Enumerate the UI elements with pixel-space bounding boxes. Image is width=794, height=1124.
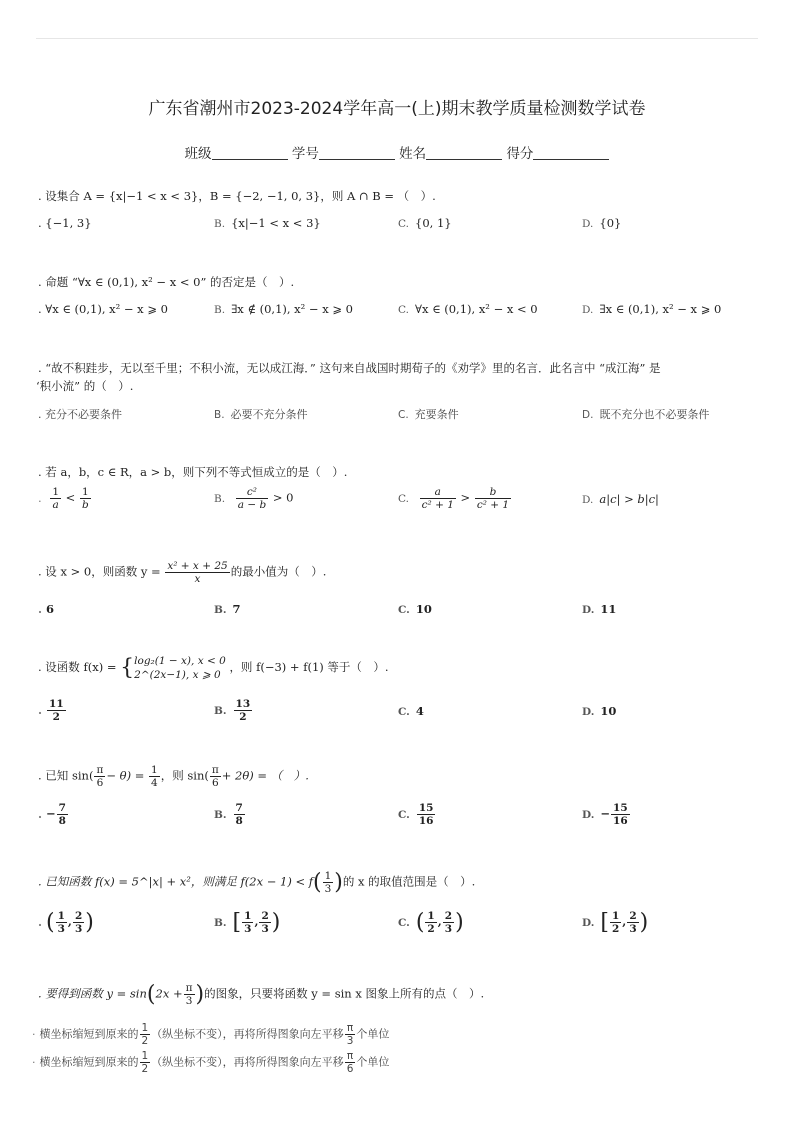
question-1-option-a[interactable]: . {−1, 3} bbox=[38, 216, 92, 230]
question-2-option-d[interactable] bbox=[582, 302, 721, 316]
label-d: D. bbox=[582, 706, 595, 718]
label-d: D. bbox=[582, 409, 594, 421]
label-c: C. bbox=[398, 409, 409, 421]
page-title: 广东省潮州市2023-2024学年高一(上)期末教学质量检测数学试卷 bbox=[148, 99, 646, 119]
q2-c-text: ∀x ∈ (0,1), x² − x < 0 bbox=[415, 302, 538, 316]
question-6-option-c[interactable] bbox=[398, 704, 424, 718]
fraction: $\frac{1}{2}$ bbox=[141, 1050, 149, 1076]
question-3-option-b[interactable] bbox=[214, 406, 308, 422]
question-5-stem: . 设 x > 0，则函数 y = $\frac{\text{x² + x + 25}}{x}$ 的最小值为（ ）. bbox=[38, 560, 327, 586]
label-b: B. bbox=[214, 304, 226, 316]
q4-b-tail: > 0 bbox=[272, 490, 294, 505]
question-5-option-a[interactable]: . 6 bbox=[38, 602, 55, 616]
fraction: $\frac{\pi}{6}$ bbox=[211, 764, 219, 790]
top-rule bbox=[36, 38, 758, 39]
fraction: $\frac{1}{a}$ bbox=[52, 486, 59, 512]
fraction: $\frac{1}{b}$ bbox=[81, 486, 89, 512]
label-c: C. bbox=[398, 604, 410, 616]
fraction: $\frac{15}{16}$ bbox=[613, 802, 628, 828]
question-5-option-b[interactable] bbox=[214, 602, 241, 616]
fraction: $\frac{7}{8}$ bbox=[235, 802, 243, 828]
fraction: $\frac{\text{x² + x + 25}}{x}$ bbox=[167, 560, 228, 586]
question-6-option-d[interactable] bbox=[582, 704, 616, 718]
question-1-stem: . 设集合 A = {x|−1 < x < 3}，B = {−2, −1, 0, 3}，则 A ∩ B = （ ）. bbox=[38, 189, 436, 203]
question-4-option-d[interactable] bbox=[582, 492, 659, 506]
question-1-option-d[interactable] bbox=[582, 216, 621, 230]
question-2-option-c[interactable] bbox=[398, 302, 538, 316]
question-7-option-a[interactable]: . − $\frac{7}{8}$ bbox=[38, 802, 66, 828]
question-8-option-d[interactable]: D. [ $\frac{1}{2}$ , $\frac{2}{3}$ ) bbox=[582, 910, 649, 936]
q2-d-text: ∃x ∈ (0,1), x² − x ⩾ 0 bbox=[599, 302, 722, 316]
fraction: $\frac{2}{3}$ bbox=[444, 910, 453, 936]
q3-d-text: 既不充分也不必要条件 bbox=[599, 408, 710, 421]
label-b: B. bbox=[214, 604, 227, 616]
question-3-stem-line2: ‘积小流” 的（ ）. bbox=[36, 379, 134, 393]
label-c: C. bbox=[398, 304, 409, 316]
label-c: C. bbox=[398, 218, 409, 230]
question-9-option-1[interactable]: · 横坐标缩短到原来的 $\frac{1}{2}$ （纵坐标不变），再将所得图象向左平移 $\frac{\pi}{3}$ 个单位 bbox=[32, 1022, 390, 1048]
question-9-stem: . 要得到函数 y = sin(2x + $\frac{\pi}{3}$ )的图象，只要将函数 y = sin x 图象上所有的点（ ）. bbox=[38, 982, 485, 1008]
question-4-stem: . 若 a，b，c ∈ R，a > b，则下列不等式恒成立的是（ ）. bbox=[38, 465, 348, 479]
score-blank[interactable] bbox=[533, 145, 609, 160]
fraction: $\frac{1}{4}$ bbox=[151, 764, 158, 790]
fraction: $\frac{15}{16}$ bbox=[418, 802, 434, 828]
id-label: 学号 bbox=[291, 146, 319, 162]
q4-d-text: a|c| > b|c| bbox=[599, 492, 659, 506]
question-2-option-b[interactable] bbox=[214, 302, 353, 316]
fraction: $\frac{1}{3}$ bbox=[324, 870, 332, 896]
fraction: $\frac{\text{c²}}{a - b}$ bbox=[237, 486, 267, 512]
label-b: B. bbox=[214, 808, 227, 821]
fraction: $\frac{11}{2}$ bbox=[49, 698, 64, 724]
question-2-option-a[interactable]: . ∀x ∈ (0,1), x² − x ⩾ 0 bbox=[38, 302, 168, 316]
q1-d-text: {0} bbox=[599, 216, 622, 230]
fraction: $\frac{1}{3}$ bbox=[244, 910, 252, 936]
label-d: D. bbox=[582, 304, 594, 316]
student-info-line bbox=[0, 142, 794, 162]
question-8-option-c[interactable]: C. ( $\frac{1}{2}$ , $\frac{2}{3}$ ) bbox=[398, 910, 464, 936]
question-4-option-c[interactable]: C. $\frac{a}{\text{c² + 1}}$ > $\frac{b}{\text{c² + 1}}$ bbox=[398, 486, 510, 512]
question-3-option-d[interactable] bbox=[582, 406, 709, 422]
question-1-option-b[interactable] bbox=[214, 216, 321, 230]
q3-b-text: 必要不充分条件 bbox=[230, 408, 308, 421]
fraction: $\frac{a}{\text{c² + 1}}$ bbox=[421, 486, 454, 512]
label-b: B. bbox=[214, 916, 227, 929]
q5-a-text: 6 bbox=[46, 602, 55, 616]
question-3-option-c[interactable] bbox=[398, 406, 459, 422]
question-5-option-d[interactable] bbox=[582, 602, 616, 616]
question-2-stem: . 命题 “∀x ∈ (0,1), x² − x < 0” 的否定是（ ）. bbox=[38, 275, 295, 289]
class-label: 班级 bbox=[184, 146, 212, 162]
label-c: C. bbox=[398, 916, 410, 929]
question-5-option-c[interactable] bbox=[398, 602, 432, 616]
q5-b-text: 7 bbox=[232, 602, 241, 616]
fraction: $\frac{\pi}{6}$ bbox=[346, 1050, 354, 1076]
question-8-option-b[interactable]: B. [ $\frac{1}{3}$ , $\frac{2}{3}$ ) bbox=[214, 910, 281, 936]
score-label: 得分 bbox=[506, 146, 534, 162]
question-7-option-c[interactable] bbox=[398, 802, 436, 827]
question-6-option-b[interactable] bbox=[214, 698, 253, 723]
fraction: $\frac{1}{3}$ bbox=[57, 910, 65, 936]
question-1-option-c[interactable] bbox=[398, 216, 452, 230]
question-6-option-a[interactable]: . $\frac{11}{2}$ bbox=[38, 698, 64, 724]
question-6-stem: . 设函数 f(x) = { log₂(1 − x), x < 0 2^(2x−1), x ⩾ 0 ，则 f(−3) + f(1) 等于（ ）. bbox=[38, 655, 389, 682]
fraction: $\frac{\pi}{3}$ bbox=[346, 1022, 354, 1048]
name-label: 姓名 bbox=[399, 146, 427, 162]
question-7-option-b[interactable] bbox=[214, 802, 246, 827]
q1-c-text: {0, 1} bbox=[415, 216, 452, 230]
label-b: B. bbox=[214, 218, 226, 230]
question-8-option-a[interactable]: . ( $\frac{1}{3}$ , $\frac{2}{3}$ ) bbox=[38, 910, 94, 936]
fraction: $\frac{2}{3}$ bbox=[629, 910, 637, 936]
fraction: $\frac{b}{\text{c² + 1}}$ bbox=[476, 486, 510, 512]
label-d: D. bbox=[582, 604, 595, 616]
q5-c-text: 10 bbox=[415, 602, 432, 616]
q1-b-text: {x|−1 < x < 3} bbox=[231, 216, 321, 230]
question-4-option-a[interactable]: . $\frac{1}{a}$ < $\frac{1}{b}$ bbox=[38, 486, 89, 512]
q3-c-text: 充要条件 bbox=[414, 408, 459, 421]
fraction: $\frac{7}{8}$ bbox=[58, 802, 66, 828]
label-b: B. bbox=[214, 492, 226, 505]
fraction: $\frac{1}{2}$ bbox=[427, 910, 435, 936]
label-d: D. bbox=[582, 808, 595, 821]
fraction: $\frac{13}{2}$ bbox=[235, 698, 251, 724]
question-9-option-2[interactable]: · 横坐标缩短到原来的 $\frac{1}{2}$ （纵坐标不变），再将所得图象向左平移 $\frac{\pi}{6}$ 个单位 bbox=[32, 1050, 390, 1076]
question-3-option-a[interactable]: . 充分不必要条件 bbox=[38, 408, 122, 421]
piecewise-cases: log₂(1 − x), x < 0 2^(2x−1), x ⩾ 0 bbox=[134, 655, 226, 682]
fraction: $\frac{2}{3}$ bbox=[74, 910, 83, 936]
label-d: D. bbox=[582, 218, 594, 230]
question-7-option-d[interactable]: D. − $\frac{15}{16}$ bbox=[582, 802, 628, 828]
q5-d-text: 11 bbox=[600, 602, 617, 616]
name-blank[interactable] bbox=[426, 145, 502, 160]
question-3-stem-line1: . “故不积跬步，无以至千里；不积小流，无以成江海．” 这句来自战国时期荀子的《劝学》里的名言．此名言中 “成江海” 是 bbox=[38, 361, 661, 375]
fraction: $\frac{1}{2}$ bbox=[611, 910, 620, 936]
fraction: $\frac{1}{2}$ bbox=[141, 1022, 149, 1048]
label-d: D. bbox=[582, 916, 595, 929]
label-c: C. bbox=[398, 492, 409, 505]
label-d: D. bbox=[582, 494, 594, 506]
question-8-stem: . 已知函数 f(x) = 5^|x| + x²，则满足 f(2x − 1) < f( $\frac{1}{3}$ )的 x 的取值范围是（ ）. bbox=[38, 870, 476, 896]
q6-c-text: 4 bbox=[415, 704, 424, 718]
q6-d-text: 10 bbox=[600, 704, 617, 718]
label-c: C. bbox=[398, 706, 410, 718]
fraction: $\frac{\pi}{3}$ bbox=[185, 982, 193, 1008]
label-b: B. bbox=[214, 409, 225, 421]
label-c: C. bbox=[398, 808, 410, 821]
question-7-stem: . 已知 sin( $\frac{\pi}{6}$ − θ) = $\frac{1}{4}$ ，则 sin( $\frac{\pi}{6}$ + 2θ) = （ ）. bbox=[38, 764, 309, 790]
id-blank[interactable] bbox=[319, 145, 395, 160]
label-b: B. bbox=[214, 704, 227, 717]
fraction: $\frac{\pi}{6}$ bbox=[96, 764, 104, 790]
fraction: $\frac{2}{3}$ bbox=[261, 910, 269, 936]
question-4-option-b[interactable] bbox=[214, 486, 293, 511]
q2-b-text: ∃x ∉ (0,1), x² − x ⩾ 0 bbox=[231, 302, 353, 316]
class-blank[interactable] bbox=[212, 145, 288, 160]
